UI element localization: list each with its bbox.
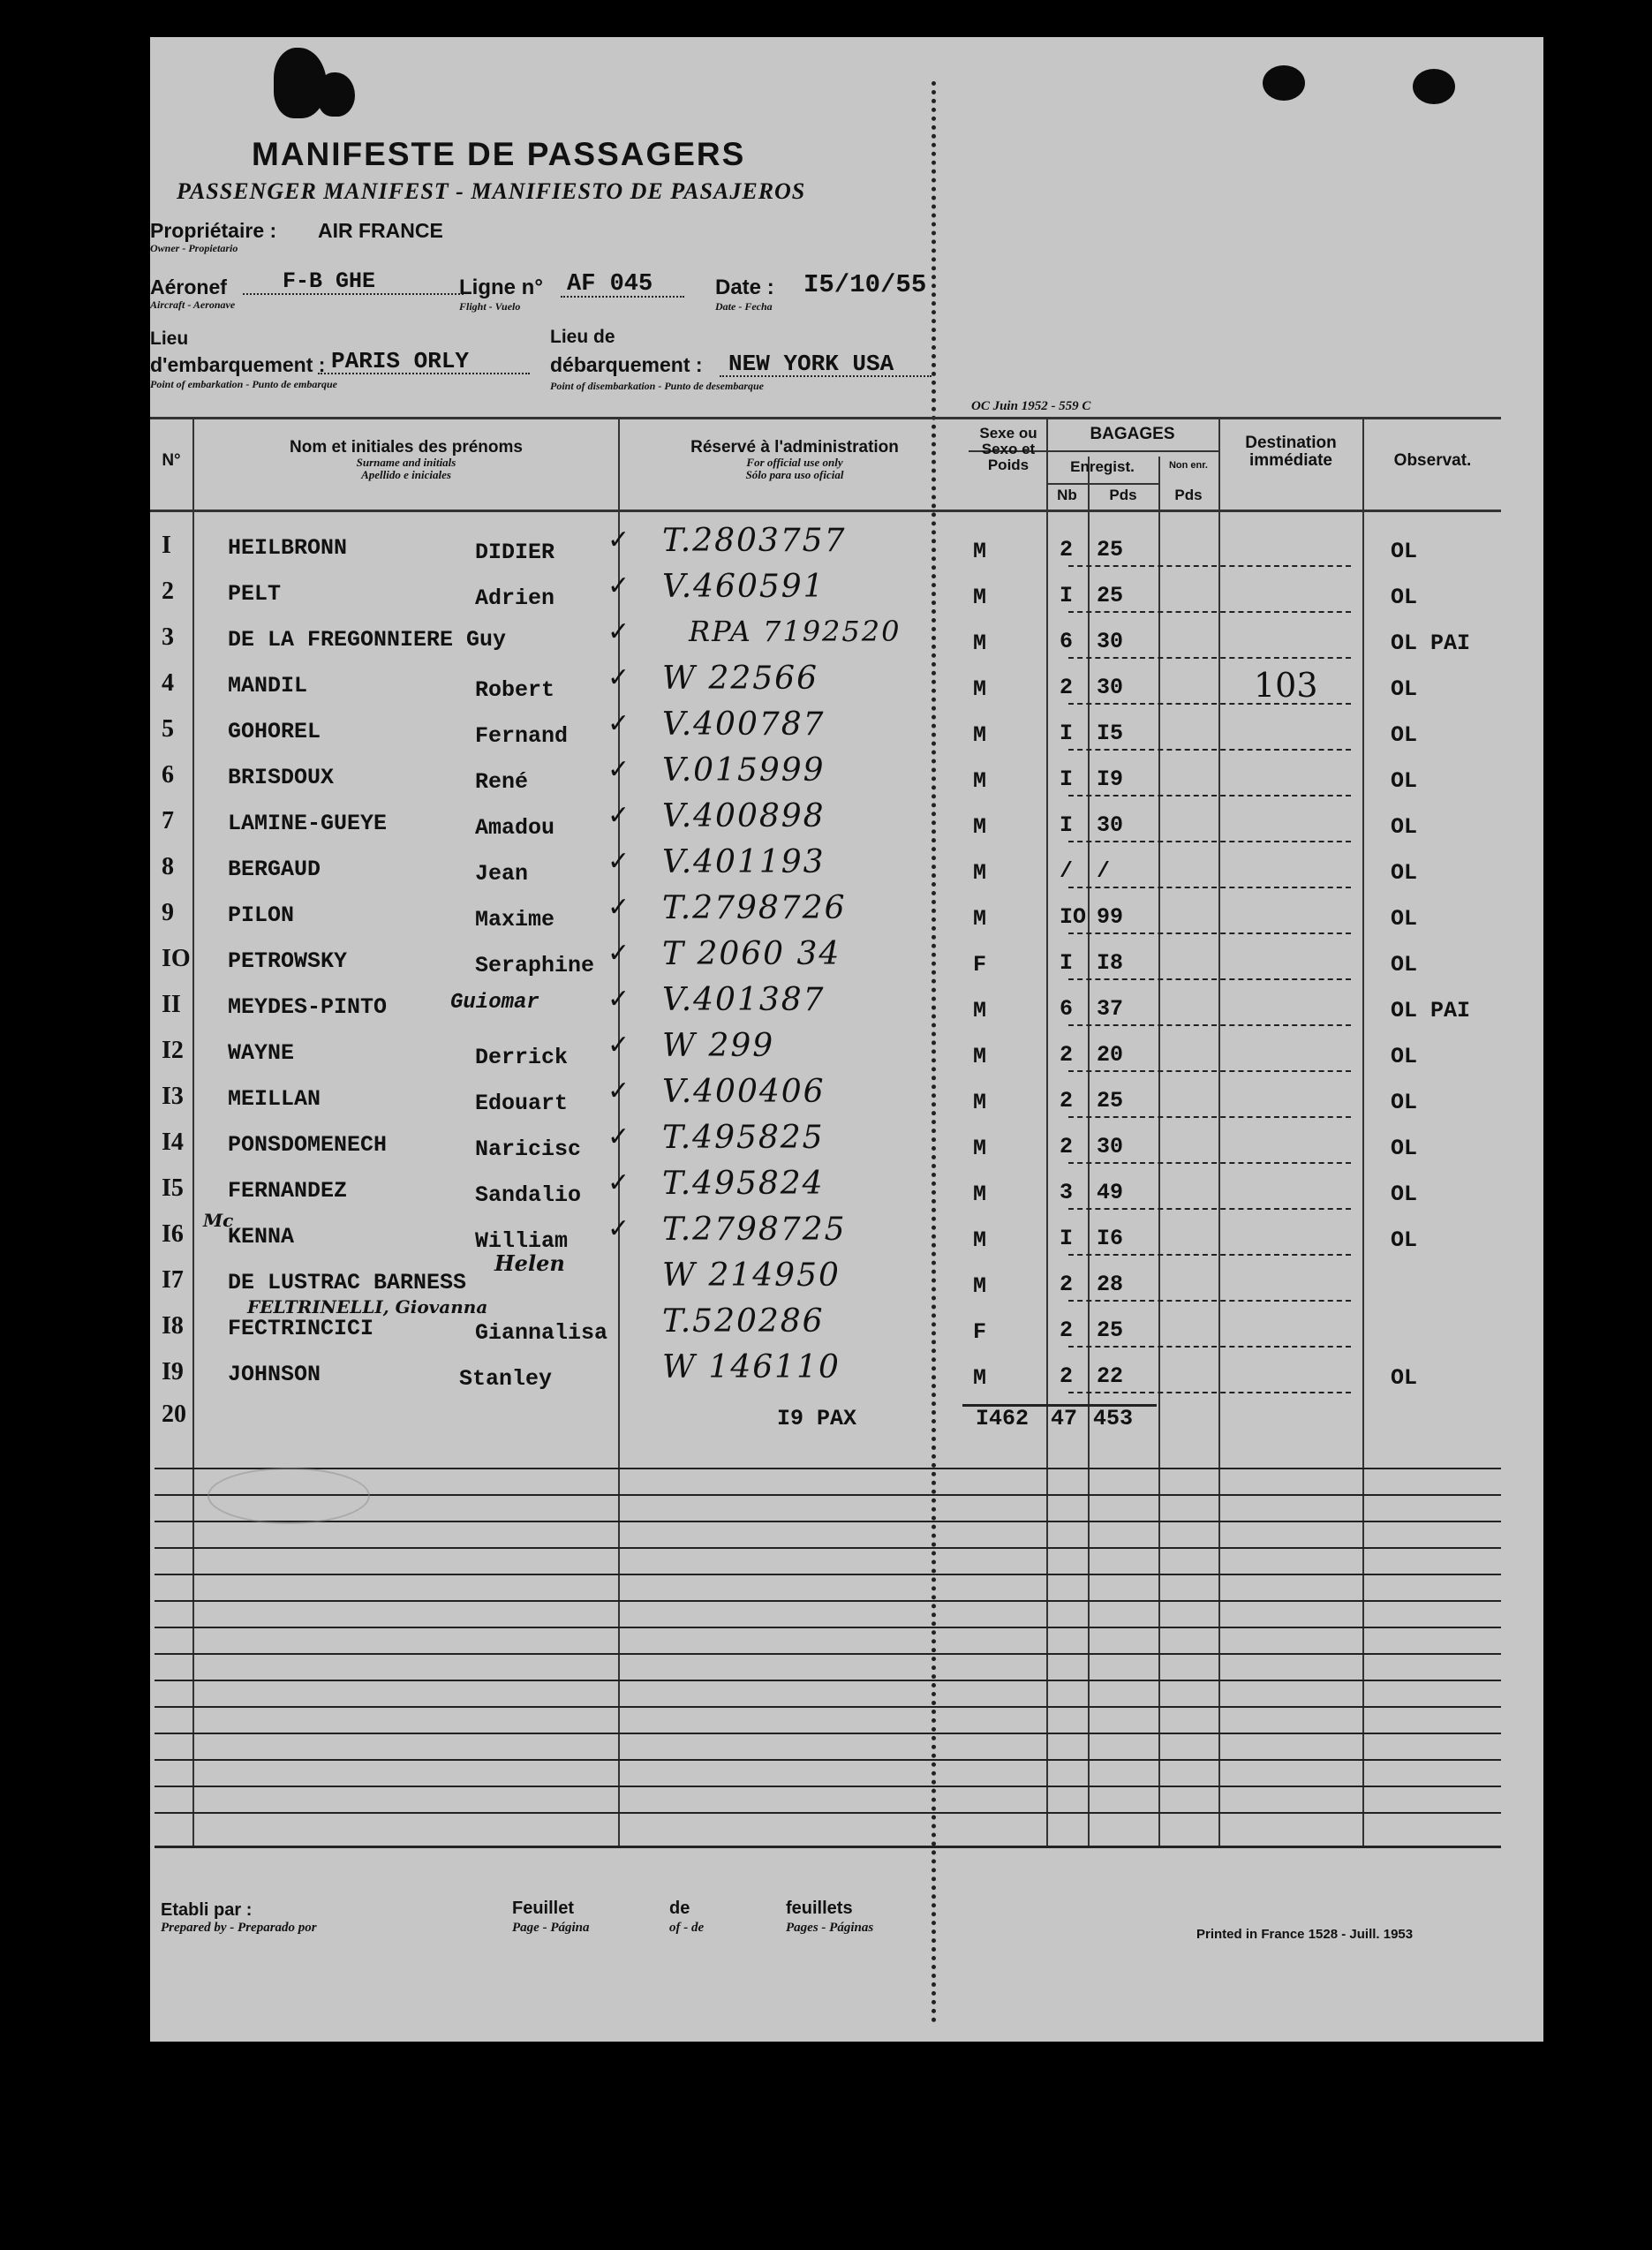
table-row [150, 798, 1501, 849]
passenger-sex: M [973, 722, 987, 748]
disembark-underline [720, 375, 932, 377]
col-header-destination: Destination immédiate [1245, 434, 1337, 470]
row-number: 5 [162, 715, 174, 743]
punch-hole-left [1263, 65, 1305, 101]
baggage-count: I [1060, 766, 1074, 792]
checkmark-icon: ✓ [607, 1076, 630, 1106]
baggage-count: 2 [1060, 1272, 1074, 1297]
col-header-admin [622, 439, 967, 480]
table-row [150, 982, 1501, 1033]
checkmark-icon: ✓ [607, 708, 630, 739]
passenger-sex: M [973, 768, 987, 794]
table-top-border [150, 417, 1501, 419]
baggage-count: 2 [1060, 537, 1074, 562]
faint-stamp [207, 1468, 370, 1524]
checkmark-icon: ✓ [607, 525, 630, 555]
checkmark-icon: ✓ [607, 1167, 630, 1198]
ticket-reference: V.460591 [662, 569, 826, 605]
passenger-sex: F [973, 1319, 987, 1345]
ticket-reference: W 214950 [662, 1257, 841, 1294]
flight-sublabel: Flight - Vuelo [459, 300, 521, 313]
col-header-observations: Observat. [1393, 451, 1472, 470]
table-row [150, 752, 1501, 804]
table-row [150, 1074, 1501, 1125]
baggage-weight: 25 [1097, 537, 1124, 562]
col-header-enreg: Enregist. [1070, 458, 1135, 475]
baggage-weight: I9 [1097, 766, 1124, 792]
embark-label-1: Lieu [150, 328, 189, 349]
observation: OL [1391, 722, 1418, 748]
baggage-weight: 37 [1097, 996, 1124, 1022]
passenger-sex: M [973, 1136, 987, 1161]
passenger-surname: LAMINE-GUEYE [228, 811, 388, 836]
col-header-admin-es: Sólo para uso oficial [745, 467, 844, 481]
totals-row [150, 1397, 1501, 1443]
passenger-given-name: Jean [475, 861, 529, 887]
baggage-count: 3 [1060, 1180, 1074, 1205]
row-number: 9 [162, 899, 174, 926]
embark-underline [318, 373, 530, 374]
ruled-line [155, 1733, 1501, 1734]
passenger-surname: GOHOREL [228, 719, 321, 744]
baggage-count: IO [1060, 904, 1087, 930]
passenger-sex: M [973, 1090, 987, 1115]
ticket-reference: RPA 7192520 [689, 615, 901, 648]
passenger-sex: M [973, 906, 987, 932]
baggage-weight: I6 [1097, 1226, 1124, 1251]
passenger-sex: M [973, 860, 987, 886]
prepared-by-label: Etabli par : [161, 1900, 253, 1920]
checkmark-icon: ✓ [607, 616, 630, 647]
row-number: 6 [162, 761, 174, 789]
passenger-sex: M [973, 539, 987, 564]
table-row [150, 936, 1501, 987]
checkmark-icon: ✓ [607, 1121, 630, 1152]
total-baggage-weight: 453 [1093, 1406, 1134, 1431]
embark-sublabel: Point of embarkation - Punto de embarque [150, 378, 338, 390]
ruled-line [155, 1706, 1501, 1708]
baggage-weight: / [1097, 858, 1111, 884]
checkmark-icon: ✓ [607, 662, 630, 693]
col-header-name-en: Surname and initials [356, 455, 456, 469]
table-row [150, 1296, 1501, 1355]
passenger-sex: M [973, 630, 987, 656]
passenger-given-name: René [475, 769, 529, 795]
ticket-reference: V.401387 [662, 982, 826, 1018]
baggage-count: I [1060, 1226, 1074, 1251]
page-subtitle: PASSENGER MANIFEST - MANIFIESTO DE PASAJEROS [177, 178, 806, 204]
total-passengers: I9 PAX [777, 1406, 857, 1431]
ticket-reference: V.015999 [662, 752, 826, 789]
row-number: I7 [162, 1266, 184, 1294]
checkmark-icon: ✓ [607, 846, 630, 877]
aircraft-label: Aéronef [150, 276, 227, 298]
table-row [150, 844, 1501, 895]
table-row [150, 661, 1501, 712]
table-row [150, 569, 1501, 620]
baggage-count: 6 [1060, 996, 1074, 1022]
mc-prefix: Mc [203, 1210, 234, 1231]
flight-underline [561, 296, 684, 298]
baggage-weight: 30 [1097, 812, 1124, 838]
baggage-weight: 28 [1097, 1272, 1124, 1297]
owner-label: Propriétaire : [150, 219, 277, 242]
embark-label-2: d'embarquement : [150, 353, 326, 376]
col-header-pds: Pds [1109, 487, 1137, 503]
col-header-no: N° [162, 451, 181, 470]
ruled-line [155, 1468, 1501, 1469]
row-number: I3 [162, 1083, 184, 1110]
passenger-given-name: Seraphine [475, 953, 595, 978]
table-row [150, 1166, 1501, 1217]
row-number: I8 [162, 1312, 184, 1340]
printer-imprint: Printed in France 1528 - Juill. 1953 [1196, 1927, 1414, 1942]
passenger-surname: JOHNSON [228, 1362, 321, 1387]
observation: OL [1391, 860, 1418, 886]
observation: OL [1391, 768, 1418, 794]
baggage-count: / [1060, 858, 1074, 884]
col-header-admin-en: For official use only [746, 455, 843, 469]
date-label: Date : [715, 276, 774, 299]
ticket-reference: T.2798725 [662, 1212, 847, 1248]
baggage-count: I [1060, 583, 1074, 608]
observation: OL PAI [1391, 630, 1471, 656]
enreg-divider [1046, 483, 1158, 485]
passenger-given-name: Amadou [475, 815, 555, 841]
baggage-weight: I5 [1097, 721, 1124, 746]
observation: OL [1391, 585, 1418, 610]
disembark-label-2: débarquement : [550, 353, 703, 376]
owner-sublabel: Owner - Propietario [150, 242, 238, 254]
baggage-weight: 99 [1097, 904, 1124, 930]
checkmark-icon: ✓ [607, 754, 630, 785]
disembark-sublabel: Point of disembarkation - Punto de desembarque [550, 380, 765, 392]
disembark-value: NEW YORK USA [728, 351, 894, 377]
ruled-line [155, 1812, 1501, 1814]
passenger-sex: F [973, 952, 987, 978]
pages-sublabel: Pages - Páginas [786, 1921, 874, 1935]
ticket-reference: V.400406 [662, 1074, 826, 1110]
passenger-given-name: Adrien [475, 585, 555, 611]
passenger-surname: FERNANDEZ [228, 1178, 348, 1204]
baggage-count: I [1060, 812, 1074, 838]
table-row [150, 615, 1501, 666]
ticket-reference: T.495825 [662, 1120, 825, 1156]
date-sublabel: Date - Fecha [715, 300, 773, 313]
row-number: I2 [162, 1037, 184, 1064]
observation: OL [1391, 1136, 1418, 1161]
observation: OL [1391, 1044, 1418, 1069]
baggage-count: 2 [1060, 675, 1074, 700]
baggage-weight: 22 [1097, 1363, 1124, 1389]
passenger-given-name: Stanley [459, 1366, 553, 1392]
ruled-line [155, 1521, 1501, 1522]
row-number: I5 [162, 1174, 184, 1202]
baggage-weight: 30 [1097, 1134, 1124, 1159]
row-number: 4 [162, 669, 174, 697]
passenger-given-name: Giannalisa [475, 1320, 608, 1346]
col-header-nb: Nb [1057, 487, 1077, 503]
baggage-count: 2 [1060, 1134, 1074, 1159]
page-sublabel: Page - Página [512, 1921, 590, 1935]
passenger-surname: KENNA [228, 1224, 295, 1250]
col-header-name-es: Apellido e iniciales [361, 467, 451, 481]
observation: OL [1391, 1090, 1418, 1115]
passenger-surname: MEILLAN [228, 1086, 321, 1112]
table-row [150, 523, 1501, 574]
observation: OL [1391, 814, 1418, 840]
ruled-line [155, 1547, 1501, 1549]
passenger-given-name: Derrick [475, 1045, 569, 1070]
row-number: 8 [162, 853, 174, 880]
manifest-sheet [150, 37, 1543, 2042]
observation: OL [1391, 676, 1418, 702]
total-weight: I462 [976, 1406, 1030, 1431]
table-row [150, 1210, 1501, 1263]
checkmark-icon: ✓ [607, 1030, 630, 1061]
aircraft-value: F-B GHE [283, 268, 376, 294]
table-row [150, 1349, 1501, 1401]
row-number: 7 [162, 807, 174, 834]
ruled-line [155, 1680, 1501, 1681]
passenger-sex: M [973, 676, 987, 702]
passenger-sex: M [973, 1227, 987, 1253]
passenger-surname: BRISDOUX [228, 765, 335, 790]
checkmark-icon: ✓ [607, 1213, 630, 1244]
observation: OL [1391, 1227, 1418, 1253]
passenger-surname: PONSDOMENECH [228, 1132, 388, 1158]
col-header-pds2: Pds [1174, 487, 1203, 503]
totals-line [962, 1404, 1157, 1407]
page-title: MANIFESTE DE PASSAGERS [252, 136, 746, 172]
passenger-given-name: Edouart [475, 1091, 569, 1116]
baggage-weight: 49 [1097, 1180, 1124, 1205]
passenger-given-name: William [475, 1228, 569, 1254]
passenger-surname: DE LA FREGONNIERE Guy [228, 627, 507, 653]
passenger-sex: M [973, 814, 987, 840]
disembark-label-1: Lieu de [550, 327, 615, 347]
passenger-given-name: Fernand [475, 723, 569, 749]
ticket-reference: V.400787 [662, 706, 826, 743]
passenger-surname: PETROWSKY [228, 948, 348, 974]
col-header-bagages: BAGAGES [1090, 425, 1175, 443]
observation: OL PAI [1391, 998, 1471, 1023]
ruled-line [155, 1574, 1501, 1575]
ticket-reference: V.400898 [662, 798, 826, 834]
date-value: I5/10/55 [803, 270, 927, 299]
ink-blot [318, 72, 355, 117]
checkmark-icon: ✓ [607, 800, 630, 831]
passenger-given-name: Sandalio [475, 1182, 582, 1208]
row-number: II [162, 991, 181, 1018]
baggage-count: I [1060, 721, 1074, 746]
passenger-sex: M [973, 998, 987, 1023]
ticket-reference: W 146110 [662, 1349, 841, 1385]
ticket-reference: W 299 [662, 1028, 775, 1064]
handwritten-feltrinelli: FELTRINELLI, Giovanna [247, 1296, 488, 1318]
checkmark-icon: ✓ [607, 892, 630, 923]
pages-label: feuillets [786, 1899, 853, 1918]
passenger-given-name: Guiomar [450, 991, 539, 1015]
baggage-count: 2 [1060, 1318, 1074, 1343]
ticket-reference: T 2060 34 [662, 936, 841, 972]
passenger-surname: PELT [228, 581, 282, 607]
checkmark-icon: ✓ [607, 938, 630, 969]
table-row [150, 706, 1501, 758]
passenger-sex: M [973, 1273, 987, 1299]
passenger-given-name: Maxime [475, 907, 555, 932]
ruled-line [155, 1846, 1501, 1848]
table-header-bottom [150, 510, 1501, 512]
owner-value: AIR FRANCE [318, 219, 443, 242]
row-number: I4 [162, 1129, 184, 1156]
form-code: OC Juin 1952 - 559 C [971, 399, 1091, 413]
row-number: I9 [162, 1358, 184, 1385]
table-row [150, 890, 1501, 941]
aircraft-underline [243, 293, 464, 295]
row-number: 2 [162, 578, 174, 605]
col-header-sex: Sexe ou Sexo et Poids [979, 425, 1037, 473]
observation: OL [1391, 1182, 1418, 1207]
passenger-sex: M [973, 1182, 987, 1207]
ticket-reference: T.495824 [662, 1166, 825, 1202]
baggage-weight: I8 [1097, 950, 1124, 976]
embark-value: PARIS ORLY [331, 348, 470, 374]
checkmark-icon: ✓ [607, 984, 630, 1015]
flight-value: AF 045 [567, 271, 653, 298]
passenger-surname: WAYNE [228, 1040, 295, 1066]
passenger-given-name: Robert [475, 677, 555, 703]
row-number: I [162, 532, 171, 559]
observation: OL [1391, 952, 1418, 978]
col-header-admin-fr: Réservé à l'administration [690, 438, 899, 457]
passenger-surname: HEILBRONN [228, 535, 348, 561]
col-header-non-enr: Non enr. [1168, 460, 1208, 471]
passenger-surname: PILON [228, 902, 295, 928]
ruled-line [155, 1786, 1501, 1787]
baggage-count: 2 [1060, 1363, 1074, 1389]
baggage-count: 2 [1060, 1042, 1074, 1068]
ticket-reference: T.520286 [662, 1303, 825, 1340]
row-number: 20 [162, 1401, 186, 1428]
passenger-surname: BERGAUD [228, 857, 321, 882]
row-number: I6 [162, 1220, 184, 1248]
col-header-name [194, 439, 618, 480]
page-label: Feuillet [512, 1899, 575, 1918]
ruled-line [155, 1653, 1501, 1655]
baggage-weight: 25 [1097, 1088, 1124, 1114]
row-number: IO [162, 945, 191, 972]
flight-label: Ligne n° [459, 276, 543, 299]
ruled-line [155, 1600, 1501, 1602]
passenger-surname: DE LUSTRAC BARNESS [228, 1270, 467, 1295]
passenger-sex: M [973, 1365, 987, 1391]
baggage-count: 2 [1060, 1088, 1074, 1114]
passenger-sex: M [973, 1044, 987, 1069]
of-label: de [669, 1899, 690, 1918]
passenger-sex: M [973, 585, 987, 610]
observation: OL [1391, 539, 1418, 564]
col-header-name-fr: Nom et initiales des prénoms [290, 438, 523, 457]
baggage-count: 6 [1060, 629, 1074, 654]
observation: OL [1391, 906, 1418, 932]
passenger-given-name: DIDIER [475, 540, 555, 565]
prepared-by-sublabel: Prepared by - Preparado por [161, 1921, 317, 1935]
baggage-weight: 30 [1097, 629, 1124, 654]
ticket-reference: T.2803757 [662, 523, 847, 559]
baggage-weight: 25 [1097, 1318, 1124, 1343]
table-row [150, 1120, 1501, 1171]
total-baggage-count: 47 [1051, 1406, 1078, 1431]
aircraft-sublabel: Aircraft - Aeronave [150, 298, 236, 311]
baggage-weight: 20 [1097, 1042, 1124, 1068]
checkmark-icon: ✓ [607, 570, 630, 601]
ruled-line [155, 1759, 1501, 1761]
baggage-count: I [1060, 950, 1074, 976]
ticket-reference: W 22566 [662, 661, 818, 697]
baggage-weight: 25 [1097, 583, 1124, 608]
passenger-surname: MANDIL [228, 673, 308, 698]
of-sublabel: of - de [669, 1921, 705, 1935]
table-row [150, 1028, 1501, 1079]
ticket-reference: T.2798726 [662, 890, 847, 926]
destination-value: 103 [1254, 666, 1318, 705]
passenger-given-name: Naricisc [475, 1136, 582, 1162]
row-number: 3 [162, 623, 174, 651]
passenger-surname: MEYDES-PINTO [228, 994, 388, 1020]
observation: OL [1391, 1365, 1418, 1391]
punch-hole-right [1413, 69, 1455, 104]
passenger-surname: FECTRINCICI [228, 1316, 374, 1341]
ticket-reference: V.401193 [662, 844, 826, 880]
baggage-weight: 30 [1097, 675, 1124, 700]
handwritten-helen: Helen [494, 1250, 565, 1276]
ruled-line [155, 1627, 1501, 1628]
